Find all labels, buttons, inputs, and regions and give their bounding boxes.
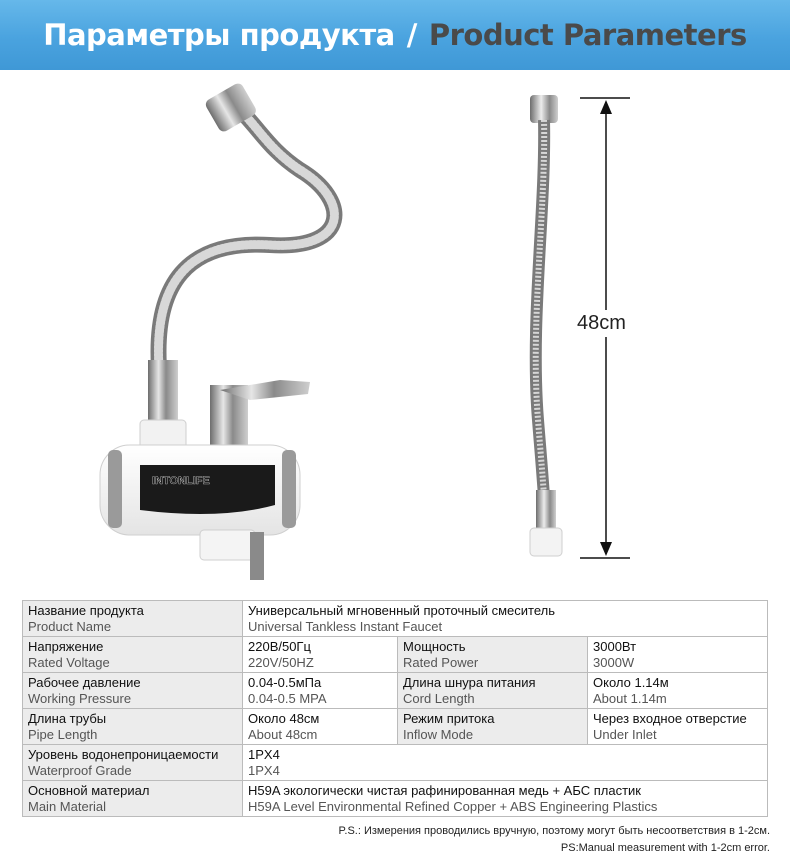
value-ru: 3000Вт: [593, 639, 637, 654]
value-en: 220V/50HZ: [248, 655, 314, 670]
value-en: 3000W: [593, 655, 635, 670]
value-ru: 0.04-0.5мПа: [248, 675, 322, 690]
value-cell: [243, 601, 768, 637]
label-ru: Уровень водонепроницаемости: [28, 747, 219, 762]
header-banner: [0, 0, 790, 70]
value-cell: [588, 637, 768, 673]
spec-table: [22, 600, 768, 817]
banner-separator: /: [406, 18, 417, 52]
value-en: 0.04-0.5 MPA: [248, 691, 327, 706]
value-ru: Около 48см: [248, 711, 320, 726]
pipe-length-dimension: 48cm: [577, 310, 626, 337]
label-ru: Длина трубы: [28, 711, 107, 726]
label-ru: Рабочее давление: [28, 675, 141, 690]
value-ru: Универсальный мгновенный проточный смеситель: [248, 603, 556, 618]
note-ru: P.S.: Измерения проводились вручную, поэтому могут быть несоответствия в 1-2см.: [338, 825, 770, 837]
label-cell: [23, 709, 243, 745]
value-cell: [588, 709, 768, 745]
table-row: [23, 637, 768, 673]
value-en: H59A Level Environmental Refined Copper + ABS Engineering Plastics: [248, 799, 658, 814]
label-ru: Мощность: [403, 639, 466, 654]
label-en: Rated Power: [403, 655, 479, 670]
label-cell: [23, 637, 243, 673]
label-ru: Режим притока: [403, 711, 495, 726]
label-cell: [398, 673, 588, 709]
label-ru: Название продукта: [28, 603, 144, 618]
value-en: About 48cm: [248, 727, 318, 742]
table-row: [23, 745, 768, 781]
label-en: Working Pressure: [28, 691, 132, 706]
value-ru: Около 1.14м: [593, 675, 669, 690]
value-ru: H59A экологически чистая рафинированная медь + АБС пластик: [248, 783, 641, 798]
value-ru: 220В/50Гц: [248, 639, 311, 654]
table-row: [23, 601, 768, 637]
value-ru: 1PX4: [248, 747, 280, 762]
value-cell: [243, 745, 768, 781]
table-row: [23, 781, 768, 817]
value-ru: Через входное отверстие: [593, 711, 747, 726]
value-en: Universal Tankless Instant Faucet: [248, 619, 443, 634]
note-en: PS:Manual measurement with 1-2cm error.: [560, 842, 770, 854]
label-ru: Напряжение: [28, 639, 104, 654]
label-ru: Длина шнура питания: [403, 675, 536, 690]
label-cell: [398, 637, 588, 673]
brand-logo: INTONLIFE: [152, 475, 210, 487]
value-en: Under Inlet: [593, 727, 657, 742]
label-en: Pipe Length: [28, 727, 98, 742]
faucet-image: [70, 80, 400, 580]
banner-title-ru: Параметры продукта: [43, 18, 395, 52]
label-cell: [23, 673, 243, 709]
product-images: [0, 70, 790, 590]
label-en: Waterproof Grade: [28, 763, 132, 778]
label-ru: Основной материал: [28, 783, 150, 798]
label-cell: [23, 601, 243, 637]
label-cell: [23, 781, 243, 817]
label-en: Main Material: [28, 799, 107, 814]
label-cell: [23, 745, 243, 781]
value-en: About 1.14m: [593, 691, 667, 706]
label-en: Cord Length: [403, 691, 475, 706]
value-cell: [243, 637, 398, 673]
label-en: Rated Voltage: [28, 655, 110, 670]
value-en: 1PX4: [248, 763, 280, 778]
label-en: Inflow Mode: [403, 727, 474, 742]
label-cell: [398, 709, 588, 745]
value-cell: [588, 673, 768, 709]
table-row: [23, 709, 768, 745]
label-en: Product Name: [28, 619, 112, 634]
value-cell: [243, 673, 398, 709]
value-cell: [243, 781, 768, 817]
banner-title-en: Product Parameters: [428, 18, 747, 52]
table-row: [23, 673, 768, 709]
value-cell: [243, 709, 398, 745]
